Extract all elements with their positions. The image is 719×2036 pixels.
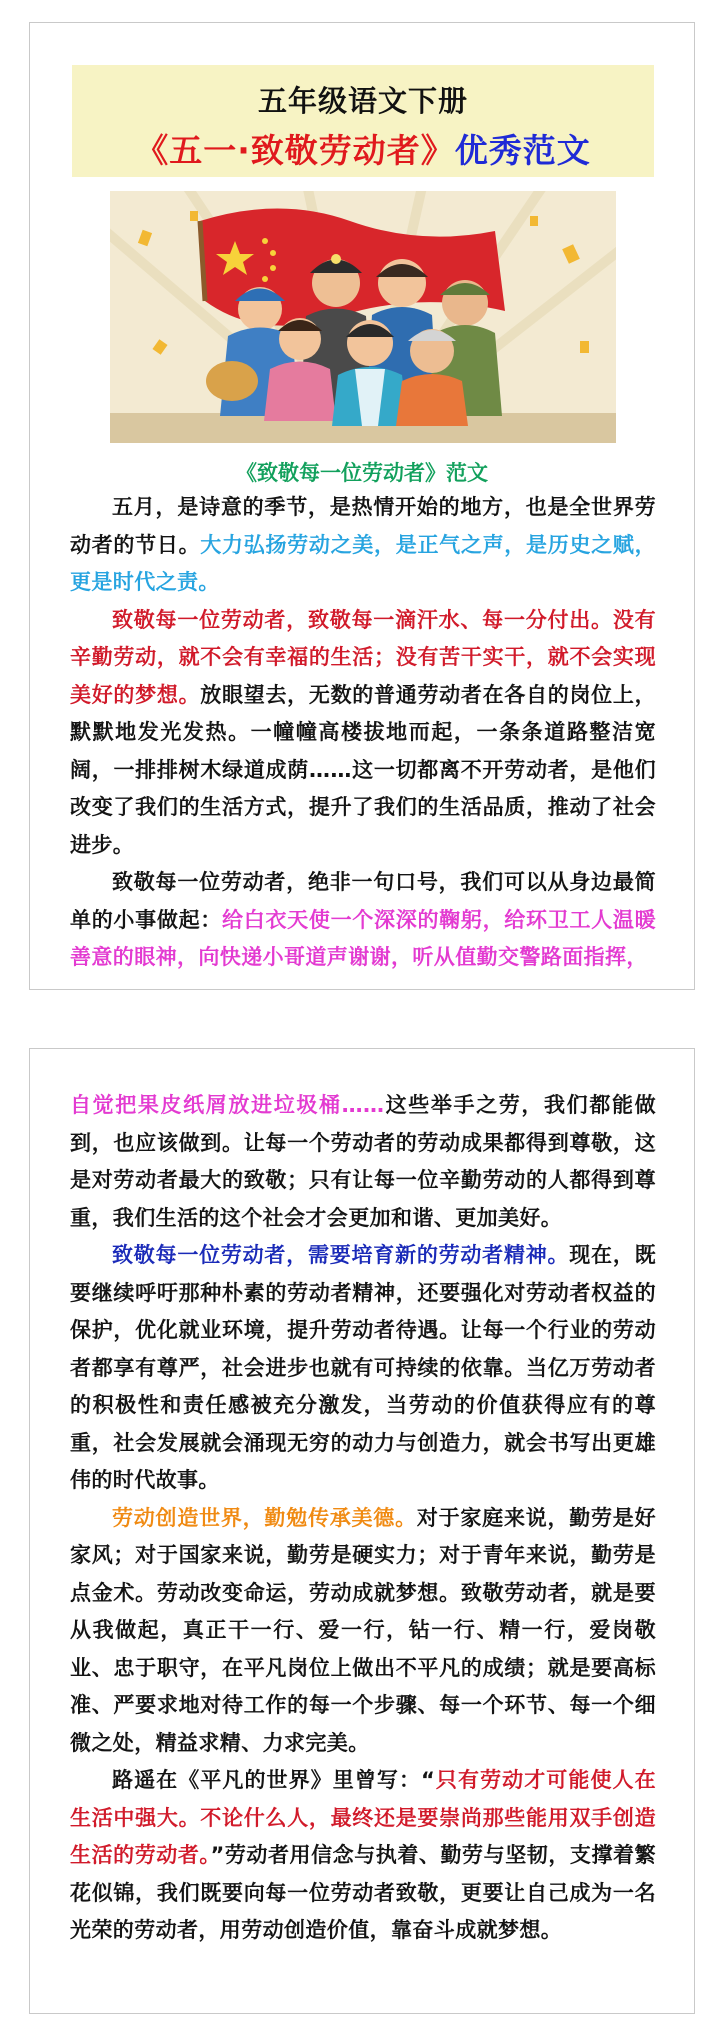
title-suffix: 优秀范文 xyxy=(454,131,591,170)
paragraph-3-text: 致敬每一位劳动者，绝非一句口号，我们可以从身边最简单的小事做起： xyxy=(70,870,656,932)
paragraph-4-highlight: 致敬每一位劳动者，需要培育新的劳动者精神。 xyxy=(112,1243,570,1267)
paragraph-6 xyxy=(70,1762,656,1950)
title-essay-name: 《五一·致敬劳动者》 xyxy=(135,131,455,170)
paragraph-3-continued xyxy=(70,1087,656,1237)
essay-subtitle: 《致敬每一位劳动者》范文 xyxy=(236,461,488,485)
paragraph-2 xyxy=(70,602,656,865)
page-one xyxy=(29,22,695,990)
essay-body-part-one xyxy=(70,489,656,977)
paragraph-5-highlight: 劳动创造世界，勤勉传承美德。 xyxy=(112,1505,417,1530)
paragraph-1 xyxy=(70,489,656,602)
paragraph-3-continued-text: 这些举手之劳，我们都能做到，也应该做到。让每一个劳动者的劳动成果都得到尊敬，这是对劳动者最大的致敬；只有让每一位辛勤劳动的人都得到尊重，我们生活的这个社会才会更加和谐、更加美好。 xyxy=(70,1093,656,1230)
paragraph-2-text: 放眼望去，无数的普通劳动者在各自的岗位上，默默地发光发热。一幢幢高楼拔地而起，一条条道路整洁宽阔，一排排树木绿道成荫……这一切都离不开劳动者，是他们改变了我们的生活方式，提升了我们的生活品质，推动了社会进步。 xyxy=(70,682,656,857)
paragraph-3-highlight: 给白衣天使一个深深的鞠躬，给环卫工人温暖善意的眼神，向快递小哥道声谢谢，听从值勤交警路面指挥， xyxy=(70,907,656,969)
title-banner xyxy=(72,65,654,177)
paragraph-4 xyxy=(70,1237,656,1500)
paragraph-2-highlight: 致敬每一位劳动者，致敬每一滴汗水、每一分付出。没有辛勤劳动，就不会有幸福的生活；没有苦干实干，就不会实现美好的梦想。 xyxy=(70,607,656,707)
paragraph-1-highlight: 大力弘扬劳动之美，是正气之声，是历史之赋，更是时代之责。 xyxy=(70,532,656,594)
workers-with-red-flag-illustration xyxy=(110,191,616,443)
paragraph-3 xyxy=(70,864,656,977)
title-grade: 五年级语文下册 xyxy=(257,84,468,118)
essay-body-part-two xyxy=(70,1087,656,1950)
paragraph-4-text: 现在，既要继续呼吁那种朴素的劳动者精神，还要强化对劳动者权益的保护，优化就业环境，提升劳动者待遇。让每一个行业的劳动者都享有尊严，社会进步也就有可持续的依靠。当亿万劳动者的积极性和责任感被充分激发，当劳动的价值获得应有的尊重，社会发展就会涌现无穷的动力与创造力，就会书写出更雄伟的时代故事。 xyxy=(70,1243,656,1492)
title-main xyxy=(72,125,654,172)
paragraph-6-intro: 路遥在《平凡的世界》里曾写：“ xyxy=(112,1768,436,1792)
paragraph-6-quote: 只有劳动才可能使人在生活中强大。不论什么人，最终还是要崇尚那些能用双手创造生活的劳动者。 xyxy=(70,1768,656,1867)
paragraph-5-text: 对于家庭来说，勤劳是好家风；对于国家来说，勤劳是硬实力；对于青年来说，勤劳是点金术。劳动改变命运，劳动成就梦想。致敬劳动者，就是要从我做起，真正干一行、爱一行，钻一行、精一行，爱岗敬业、忠于职守，在平凡岗位上做出不平凡的成绩；就是要高标准、严要求地对待工作的每一个步骤、每一个环节、每一个细微之处，精益求精、力求完美。 xyxy=(70,1505,656,1755)
paragraph-3-continued-highlight: 自觉把果皮纸屑放进垃圾桶…… xyxy=(70,1093,385,1117)
paragraph-6-text: ”劳动者用信念与执着、勤劳与坚韧，支撑着繁花似锦，我们既要向每一位劳动者致敬，更要让自己成为一名光荣的劳动者，用劳动创造价值，靠奋斗成就梦想。 xyxy=(70,1843,656,1942)
page-two xyxy=(29,1048,695,2014)
paragraph-1-text: 五月，是诗意的季节，是热情开始的地方，也是全世界劳动者的节日。 xyxy=(70,495,656,557)
paragraph-5 xyxy=(70,1500,656,1763)
